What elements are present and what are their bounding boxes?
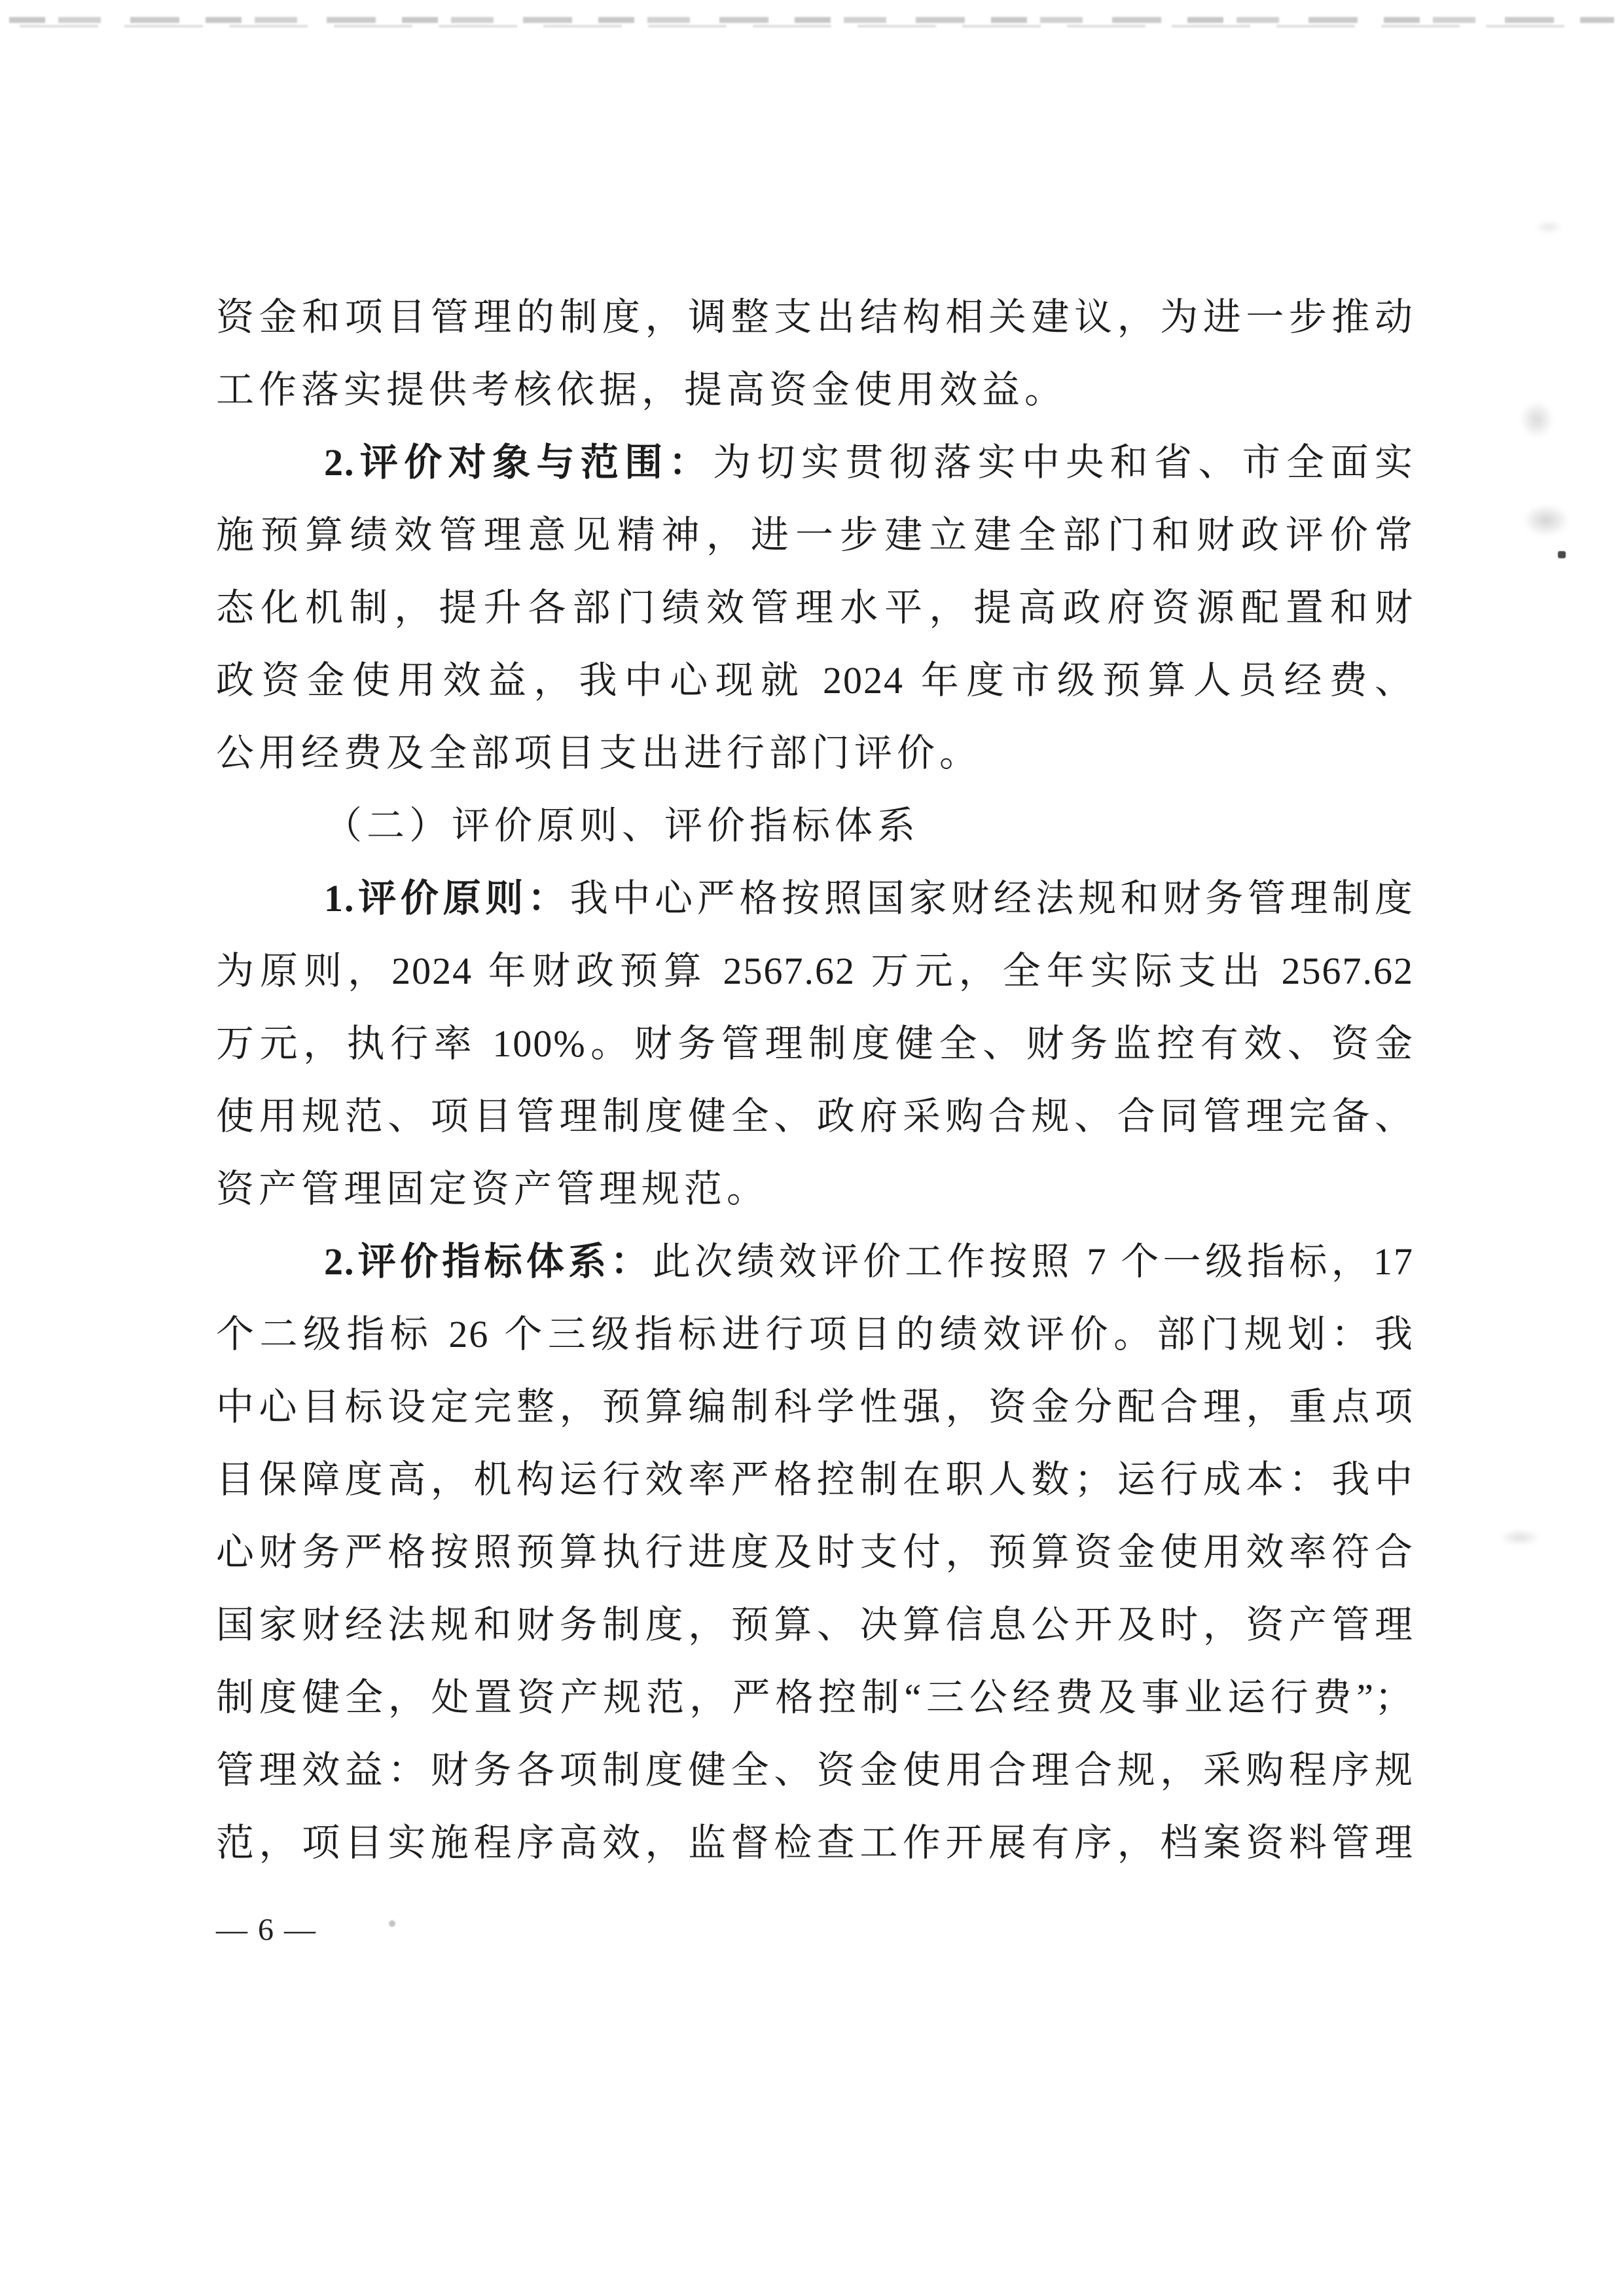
text-line <box>216 935 1414 1007</box>
text-run: 中心目标设定完整，预算编制科学性强，资金分配合理，重点项 <box>216 1386 1414 1428</box>
text-run: 为切实贯彻落实中央和省、市全面实 <box>713 441 1414 484</box>
text-run: 心财务严格按照预算执行进度及时支付，预算资金使用效率符合 <box>216 1531 1414 1573</box>
scan-artifact <box>1558 551 1566 558</box>
text-run: 为原则，2024 年财政预算 2567.62 万元，全年实际支出 2567.62 <box>216 950 1414 992</box>
scan-artifact <box>20 25 1591 27</box>
emphasis-run: 2.评价指标体系： <box>324 1240 653 1283</box>
text-line <box>216 1734 1414 1806</box>
text-run: 使用规范、项目管理制度健全、政府采购合规、合同管理完备、 <box>216 1095 1414 1138</box>
text-line <box>216 1007 1414 1080</box>
text-line <box>216 571 1414 644</box>
document-body <box>216 281 1414 1879</box>
text-line <box>216 1153 1414 1225</box>
text-line <box>216 281 1414 353</box>
scan-artifact <box>1520 401 1554 439</box>
scan-artifact <box>9 17 1614 23</box>
text-run: （二）评价原则、评价指标体系 <box>324 804 920 847</box>
text-run: 目保障度高，机构运行效率严格控制在职人数；运行成本：我中 <box>216 1458 1414 1501</box>
scan-artifact <box>1499 1529 1541 1546</box>
text-run: 我中心严格按照国家财经法规和财务管理制度 <box>569 877 1414 920</box>
text-run: 个二级指标 26 个三级指标进行项目的绩效评价。部门规划：我 <box>216 1313 1414 1355</box>
text-run: 施预算绩效管理意见精神，进一步建立建全部门和财政评价常 <box>216 514 1414 556</box>
emphasis-run: 1.评价原则： <box>324 877 570 920</box>
page-number: — 6 — <box>216 1912 317 1947</box>
text-line <box>216 1298 1414 1371</box>
text-line <box>216 1516 1414 1588</box>
text-run: 资金和项目管理的制度，调整支出结构相关建议，为进一步推动 <box>216 296 1414 338</box>
text-line <box>216 353 1414 426</box>
text-run: 万元，执行率 100%。财务管理制度健全、财务监控有效、资金 <box>216 1022 1414 1065</box>
text-line <box>216 1588 1414 1661</box>
text-line <box>216 499 1414 571</box>
text-run: 工作落实提供考核依据，提高资金使用效益。 <box>216 368 1068 411</box>
text-line <box>216 789 1414 862</box>
scan-artifact <box>1534 220 1563 234</box>
text-run: 资产管理固定资产管理规范。 <box>216 1168 770 1210</box>
text-line <box>216 717 1414 789</box>
scan-artifact <box>1523 504 1570 537</box>
text-run: 此次绩效评价工作按照 7 个一级指标，17 <box>652 1240 1414 1283</box>
text-line <box>216 1661 1414 1734</box>
text-run: 制度健全，处置资产规范，严格控制“三公经费及事业运行费”； <box>216 1676 1414 1719</box>
scan-artifact <box>389 1920 395 1927</box>
text-run: 政资金使用效益，我中心现就 2024 年度市级预算人员经费、 <box>216 659 1414 702</box>
text-line <box>216 1080 1414 1153</box>
text-run: 公用经费及全部项目支出进行部门评价。 <box>216 732 983 774</box>
emphasis-run: 2.评价对象与范围： <box>324 441 713 484</box>
text-run: 管理效益：财务各项制度健全、资金使用合理合规，采购程序规 <box>216 1749 1414 1791</box>
text-run: 范，项目实施程序高效，监督检查工作开展有序，档案资料管理 <box>216 1821 1414 1864</box>
text-run: 国家财经法规和财务制度，预算、决算信息公开及时，资产管理 <box>216 1604 1414 1646</box>
text-line <box>216 1806 1414 1879</box>
text-line <box>216 1225 1414 1298</box>
text-line <box>216 862 1414 935</box>
text-line <box>216 1443 1414 1516</box>
text-line <box>216 644 1414 717</box>
text-line <box>216 1371 1414 1443</box>
text-run: 态化机制，提升各部门绩效管理水平，提高政府资源配置和财 <box>216 586 1414 629</box>
text-line <box>216 426 1414 499</box>
